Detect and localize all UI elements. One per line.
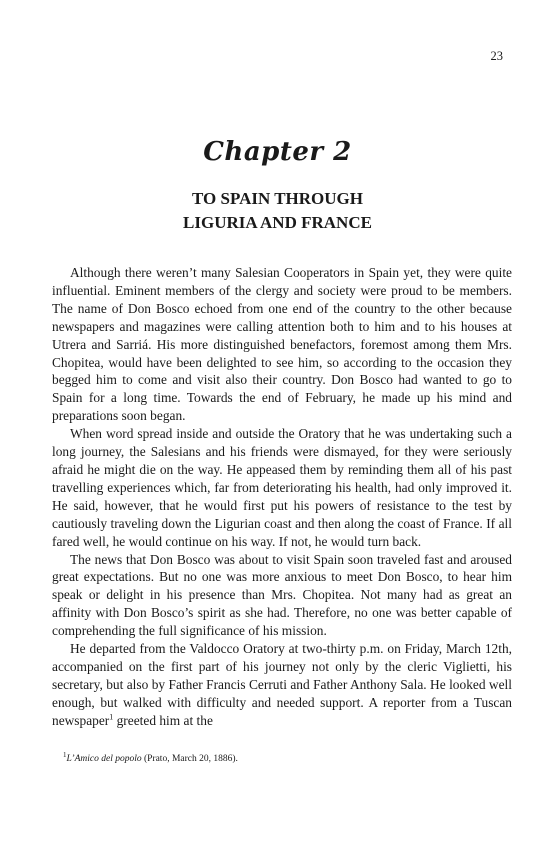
paragraph-4	[52, 640, 512, 730]
footnote-mark: 1	[63, 750, 67, 759]
body-text	[52, 264, 512, 730]
paragraph-1: Although there weren’t many Salesian Cooperators in Spain yet, they were quite influential. Eminent members of the clergy and society were proud to be members. The name of Don Bosco echoed from one end of the country to the other because newspapers and magazines were calling attention both to him and to his houses at Utrera and Sarriá. His more distinguished benefactors, foremost among them Mrs. Chopitea, would have been delighted to see him, so according to the occasion they begged him to come and visit also their country. Don Bosco had wanted to go to Spain for a long time. Towards the end of February, he made up his mind and preparations soon began.	[52, 265, 512, 424]
paragraph-3: The news that Don Bosco was about to visit Spain soon traveled fast and aroused great expectations. But no one was more anxious to meet Don Bosco, to hear him speak or delight in his presence than Mrs. Chopitea. Not many had as great an affinity with Don Bosco’s spirit as she had. Therefore, no one was better capable of comprehending the full significance of his mission.	[52, 551, 512, 639]
chapter-title-line-1: TO SPAIN THROUGH	[192, 189, 363, 208]
footnote-title: L’Amico del popolo	[66, 754, 142, 764]
footnote-detail: (Prato, March 20, 1886).	[141, 754, 238, 764]
chapter-title	[0, 187, 555, 235]
paragraph-2: When word spread inside and outside the Oratory that he was undertaking such a long journey, the Salesians and his friends were dismayed, for they were seriously afraid he might die on the way. He appeased them by reminding them all of his past travelling experiences which, far from deteriorating his health, had only improved it. He said, however, that he would first put his powers of resistance to the test by cautiously traveling down the Ligurian coast and then along the coast of France. If all fared well, he would continue on his way. If not, he would turn back.	[52, 426, 512, 549]
paragraph-4-text-after: greeted him at the	[113, 712, 213, 728]
paragraph-4-text-before: He departed from the Valdocco Oratory at two-thirty p.m. on Friday, March 12th, accompanied on the first part of his journey not only by the cleric Viglietti, his secretary, but also by Father Francis Cerruti and Father Anthony Sala. He looked well enough, but walked with difficulty and needed support. A reporter from a Tuscan newspaper	[52, 641, 512, 728]
chapter-title-line-2: LIGURIA AND FRANCE	[183, 213, 372, 232]
page-number: 23	[490, 49, 503, 63]
chapter-heading: Chapter 2	[203, 137, 352, 167]
footnote-reference: 1	[109, 712, 114, 722]
footnote	[63, 750, 238, 764]
